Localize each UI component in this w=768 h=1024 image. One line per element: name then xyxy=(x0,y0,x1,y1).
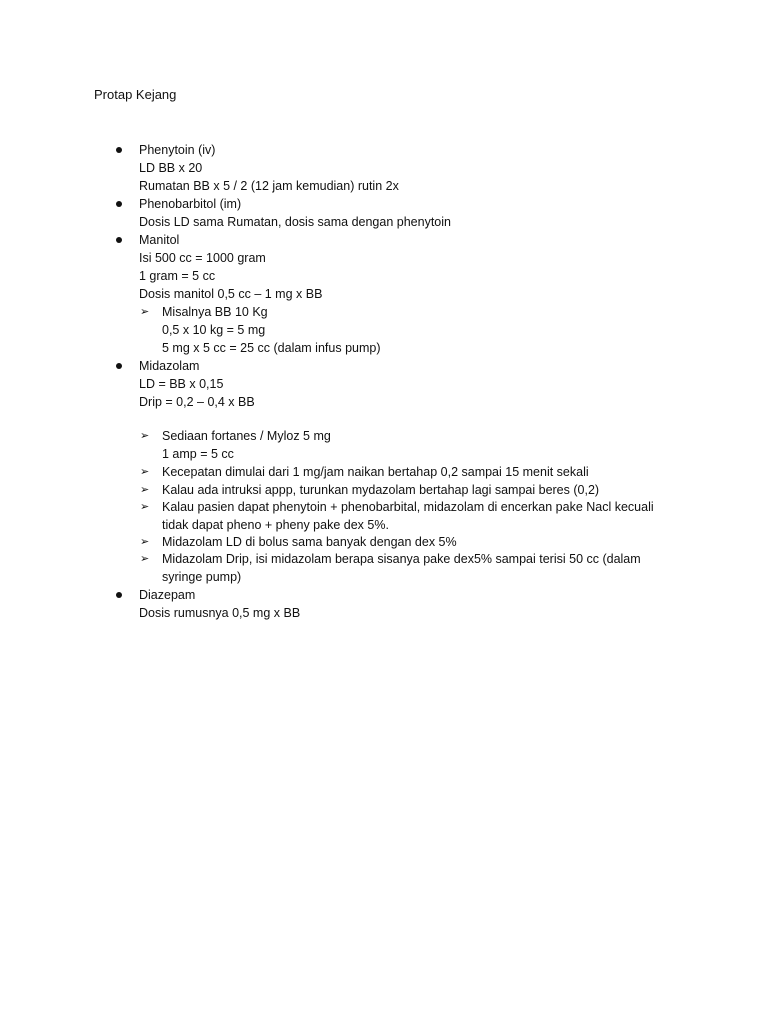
manitol-sub-line: 5 mg x 5 cc = 25 cc (dalam infus pump) xyxy=(162,341,381,355)
arrow-bullet-icon: ➢ xyxy=(140,483,150,496)
manitol-line: Dosis manitol 0,5 cc – 1 mg x BB xyxy=(139,287,323,301)
midazolam-sub-line: 1 amp = 5 cc xyxy=(162,447,234,461)
midazolam-sub-item: Kecepatan dimulai dari 1 mg/jam naikan bertahap 0,2 sampai 15 menit sekali xyxy=(162,465,589,479)
midazolam-sub-item: Kalau ada intruksi appp, turunkan mydazolam bertahap lagi sampai beres (0,2) xyxy=(162,483,600,497)
arrow-bullet-icon: ➢ xyxy=(140,465,150,478)
phenytoin-line: LD BB x 20 xyxy=(139,161,203,175)
manitol-line: Isi 500 cc = 1000 gram xyxy=(139,251,266,265)
diazepam-line: Dosis rumusnya 0,5 mg x BB xyxy=(139,606,301,620)
phenobarbitol-heading: Phenobarbitol (im) xyxy=(139,197,242,211)
arrow-bullet-icon: ➢ xyxy=(140,429,150,442)
bullet-icon xyxy=(116,201,122,207)
manitol-line: 1 gram = 5 cc xyxy=(139,269,216,283)
phenytoin-heading: Phenytoin (iv) xyxy=(139,143,216,157)
manitol-heading: Manitol xyxy=(139,233,180,247)
bullet-icon xyxy=(116,147,122,153)
arrow-bullet-icon: ➢ xyxy=(140,305,150,318)
midazolam-sub-item: Kalau pasien dapat phenytoin + phenobarbital, midazolam di encerkan pake Nacl kecuali xyxy=(162,500,654,514)
phenytoin-line: Rumatan BB x 5 / 2 (12 jam kemudian) rutin 2x xyxy=(139,179,399,193)
midazolam-sub-item: Midazolam LD di bolus sama banyak dengan dex 5% xyxy=(162,535,457,549)
arrow-bullet-icon: ➢ xyxy=(140,535,150,548)
midazolam-line: LD = BB x 0,15 xyxy=(139,377,224,391)
arrow-bullet-icon: ➢ xyxy=(140,552,150,565)
midazolam-line: Drip = 0,2 – 0,4 x BB xyxy=(139,395,255,409)
midazolam-sub-item: Midazolam Drip, isi midazolam berapa sisanya pake dex5% sampai terisi 50 cc (dalam xyxy=(162,552,641,566)
midazolam-heading: Midazolam xyxy=(139,359,200,373)
bullet-icon xyxy=(116,592,122,598)
document-title: Protap Kejang xyxy=(94,87,177,102)
manitol-sub-item: Misalnya BB 10 Kg xyxy=(162,305,268,319)
phenobarbitol-line: Dosis LD sama Rumatan, dosis sama dengan phenytoin xyxy=(139,215,451,229)
midazolam-sub-line: tidak dapat pheno + pheny pake dex 5%. xyxy=(162,518,389,532)
midazolam-sub-line: syringe pump) xyxy=(162,570,242,584)
bullet-icon xyxy=(116,237,122,243)
manitol-sub-line: 0,5 x 10 kg = 5 mg xyxy=(162,323,266,337)
midazolam-sub-item: Sediaan fortanes / Myloz 5 mg xyxy=(162,429,331,443)
arrow-bullet-icon: ➢ xyxy=(140,500,150,513)
diazepam-heading: Diazepam xyxy=(139,588,196,602)
bullet-icon xyxy=(116,363,122,369)
